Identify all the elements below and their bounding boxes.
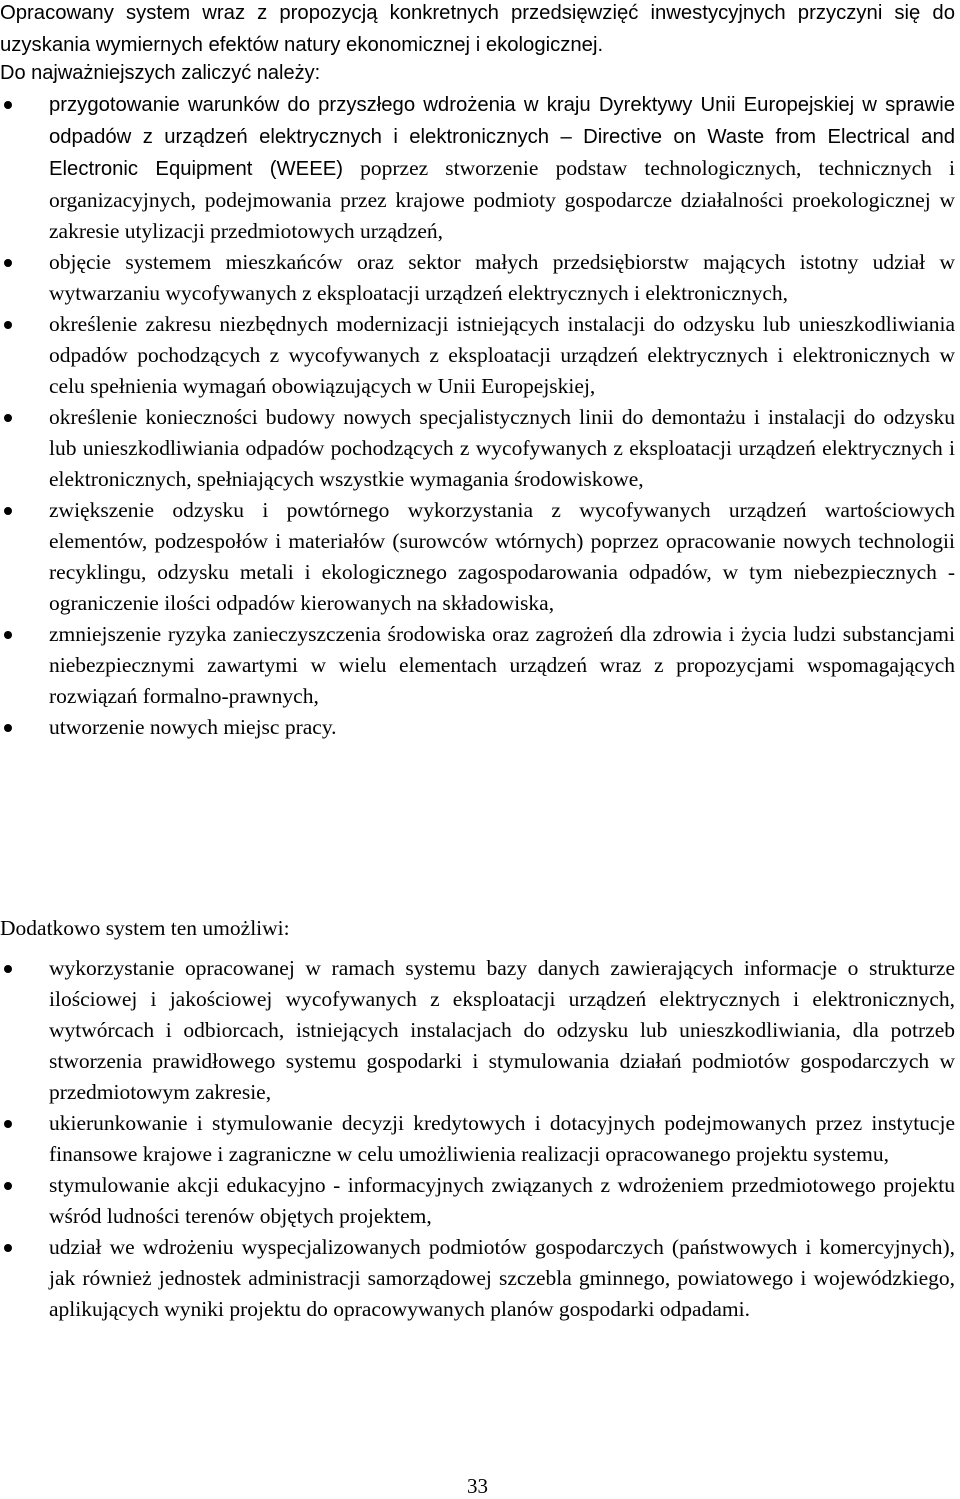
list-item-text: stymulowanie akcji edukacyjno - informacyjnych związanych z wdrożeniem przedmiotowego projektu wśród ludności terenów objętych projektem, xyxy=(49,1173,955,1228)
bullet-list-a xyxy=(0,89,955,743)
list-item-text: określenie zakresu niezbędnych modernizacji istniejących instalacji do odzysku lub unieszkodliwiania odpadów pochodzących z wycofywanych z eksploatacji urządzeń elektrycznych i elektronicznych w celu spełnienia wymagań obowiązujących w Unii Europejskiej, xyxy=(49,312,955,398)
list-item-text: zwiększenie odzysku i powtórnego wykorzystania z wycofywanych urządzeń wartościowych elementów, podzespołów i materiałów (surowców wtórnych) poprzez opracowanie nowych technologii recyklingu, odzysku metali i ekologicznego zagospodarowania odpadów, w tym niebezpiecznych - ograniczenie ilości odpadów kierowanych na składowiska, xyxy=(49,498,955,615)
list-item xyxy=(0,402,955,495)
list-item-text: określenie konieczności budowy nowych specjalistycznych linii do demontażu i instalacji do odzysku lub unieszkodliwiania odpadów pochodzących z wycofywanych z eksploatacji urządzeń elektrycznych i elektronicznych, spełniających wszystkie wymagania środowiskowe, xyxy=(49,405,955,491)
bullet-icon xyxy=(4,1182,12,1190)
list-item xyxy=(0,1170,955,1232)
bullet-list-b xyxy=(0,953,955,1325)
bullet-icon xyxy=(4,507,12,515)
list-item xyxy=(0,712,955,743)
list-item-text: utworzenie nowych miejsc pracy. xyxy=(49,715,337,739)
bullet-icon xyxy=(4,1244,12,1252)
list-item xyxy=(0,1232,955,1325)
bullet-icon xyxy=(4,631,12,639)
list-item-text-sans: przygotowanie warunków do przyszłego wdrożenia w kraju Dyrektywy Unii Europejskiej w sprawie odpadów z urządzeń elektrycznych i elektronicznych – Directive on Waste from Electrical and Electronic Equipment (WEEE) xyxy=(49,94,955,180)
list-item xyxy=(0,619,955,712)
bullet-icon xyxy=(4,414,12,422)
bullet-icon xyxy=(4,724,12,732)
bullet-icon xyxy=(4,965,12,973)
list-item xyxy=(0,1108,955,1170)
bullet-icon xyxy=(4,321,12,329)
lead-text: Opracowany system wraz z propozycją konkretnych przedsięwzięć inwestycyjnych przyczyni się do uzyskania wymiernych efektów natury ekonomicznej i ekologicznej. xyxy=(0,2,955,56)
list-item-text: udział we wdrożeniu wyspecjalizowanych podmiotów gospodarczych (państwowych i komercyjnych), jak również jednostek administracji samorządowej szczebla gminnego, powiatowego i wojewódzkiego, aplikujących wyniki projektu do opracowywanych planów gospodarki odpadami. xyxy=(49,1235,955,1321)
lead-paragraph xyxy=(0,0,955,61)
bullet-icon xyxy=(4,259,12,267)
bullet-icon xyxy=(4,1120,12,1128)
list-item xyxy=(0,953,955,1108)
list-item-text: ukierunkowanie i stymulowanie decyzji kredytowych i dotacyjnych podejmowanych przez instytucje finansowe krajowe i zagraniczne w celu umożliwienia realizacji opracowanego projektu systemu, xyxy=(49,1111,955,1166)
list-item-text: objęcie systemem mieszkańców oraz sektor małych przedsiębiorstw mających istotny udział w wytwarzaniu wycofywanych z eksploatacji urządzeń elektrycznych i elektronicznych, xyxy=(49,250,955,305)
page-number: 33 xyxy=(467,1474,488,1498)
list-item xyxy=(0,309,955,402)
list-item-text: zmniejszenie ryzyka zanieczyszczenia środowiska oraz zagrożeń dla zdrowia i życia ludzi substancjami niebezpiecznymi zawartymi w wielu elementach urządzeń wraz z propozycjami wspomagających rozwiązań formalno-prawnych, xyxy=(49,622,955,708)
list-intro-a: Do najważniejszych zaliczyć należy: xyxy=(0,62,321,84)
list-item xyxy=(0,89,955,247)
list-item xyxy=(0,495,955,619)
list-item xyxy=(0,247,955,309)
bullet-icon xyxy=(4,101,12,109)
list-item-text: wykorzystanie opracowanej w ramach systemu bazy danych zawierających informacje o strukturze ilościowej i jakościowej wycofywanych z eksploatacji urządzeń elektrycznych i elektronicznych, wytwórcach i odbiorcach, istniejących instalacjach do odzysku lub unieszkodliwiania, dla potrzeb stworzenia prawidłowego systemu gospodarki i stymulowania działań podmiotów gospodarczych w przedmiotowym zakresie, xyxy=(49,956,955,1104)
list-intro-b: Dodatkowo system ten umożliwi: xyxy=(0,916,290,940)
list-item-text: poprzez stworzenie podstaw technologicznych, technicznych i organizacyjnych, podejmowania przez krajowe podmioty gospodarcze działalności proekologicznej w zakresie utylizacji przedmiotowych urządzeń, xyxy=(49,156,955,243)
